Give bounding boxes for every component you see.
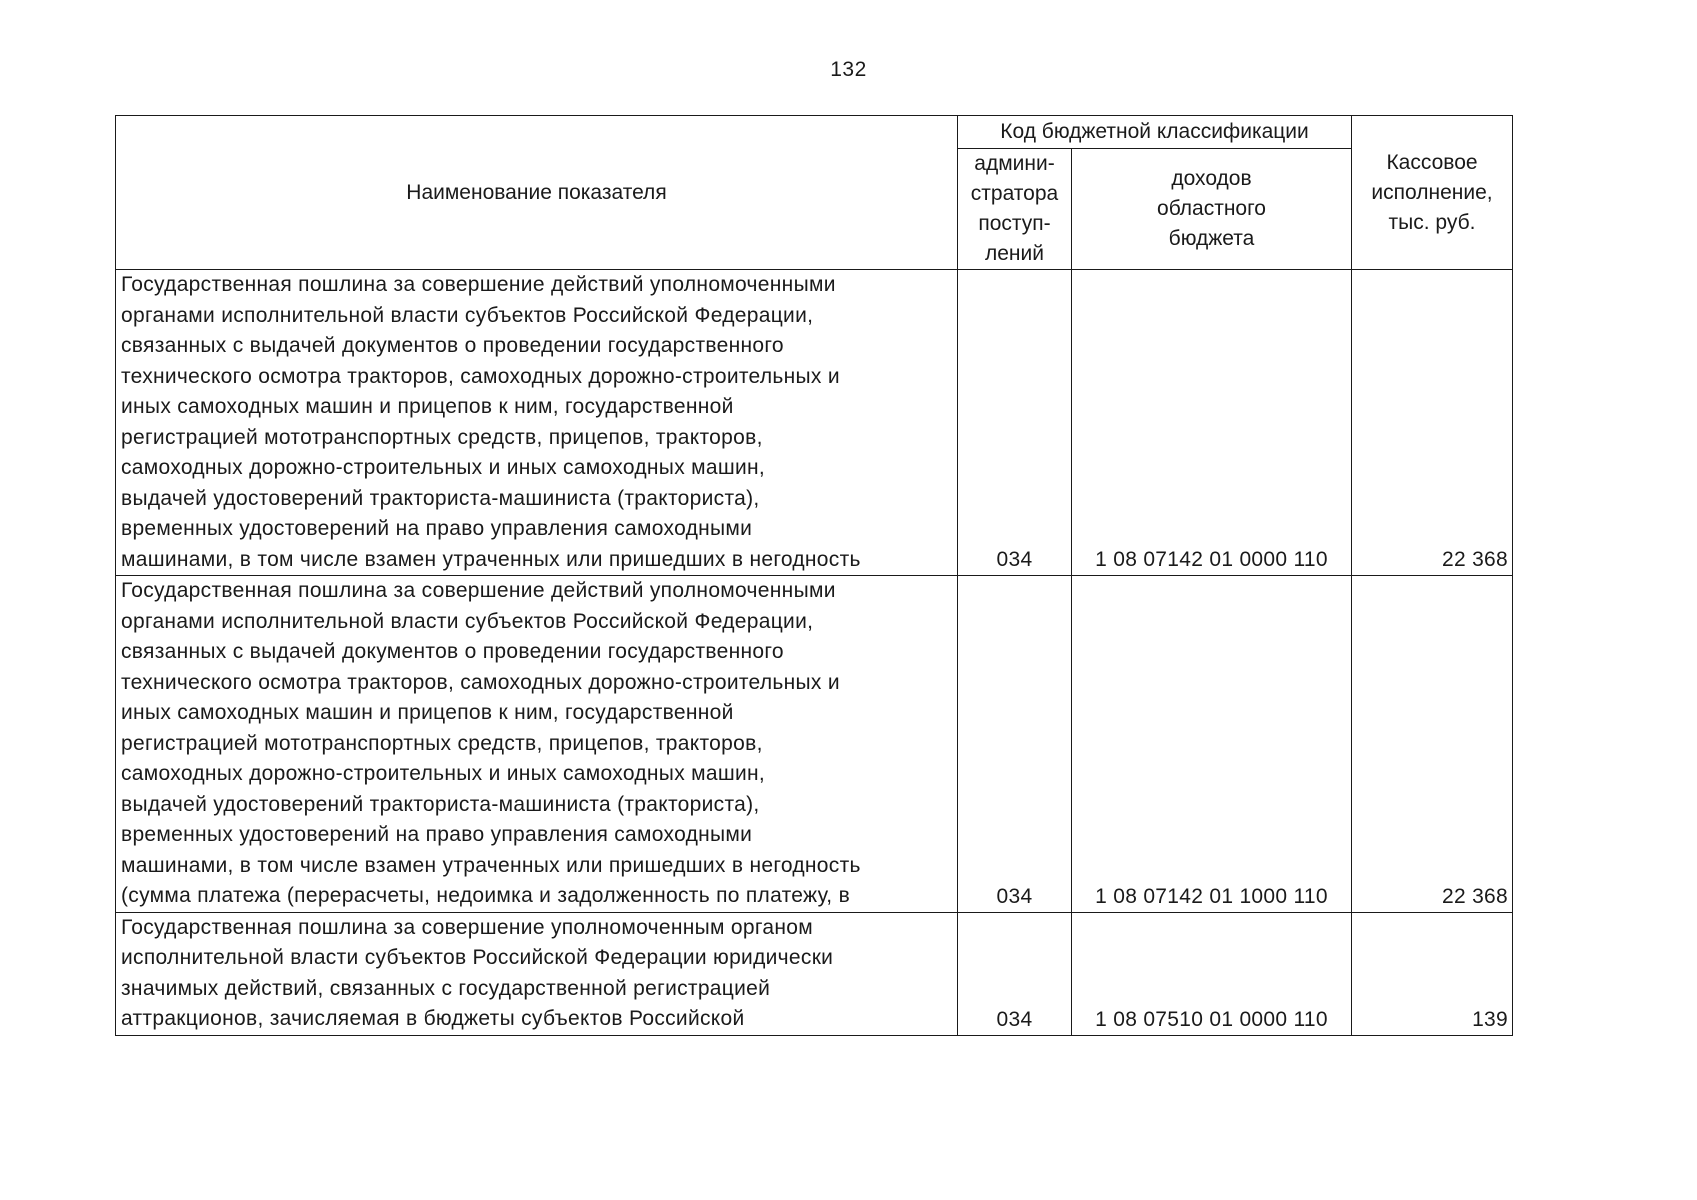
row-admin-code: 034	[958, 912, 1072, 1035]
row-amount: 22 368	[1352, 270, 1513, 576]
budget-table	[115, 115, 1513, 1036]
row-name-line: связанных с выдачей документов о проведении государственного	[121, 334, 784, 357]
row-name-line: иных самоходных машин и прицепов к ним, государственной	[121, 701, 734, 724]
header-kass-line: исполнение,	[1371, 180, 1493, 204]
row-name-line: машинами, в том числе взамен утраченных или пришедших в негодность	[121, 547, 861, 571]
row-income-code: 1 08 07510 01 0000 110	[1072, 912, 1352, 1035]
table-row	[116, 912, 1513, 1035]
header-admin-line: админи-	[974, 152, 1055, 175]
row-income-code: 1 08 07142 01 0000 110	[1072, 270, 1352, 576]
row-amount: 22 368	[1352, 576, 1513, 913]
page-number: 132	[830, 58, 867, 81]
row-name-line: (сумма платежа (перерасчеты, недоимка и задолженность по платежу, в	[121, 884, 851, 907]
header-admin-line: поступ-	[978, 212, 1051, 235]
row-name-line: Государственная пошлина за совершение уполномоченным органом	[121, 915, 813, 939]
row-name-line: органами исполнительной власти субъектов Российской Федерации,	[121, 303, 814, 327]
header-name: Наименование показателя	[116, 116, 958, 270]
row-name-line: исполнительной власти субъектов Российской Федерации юридически	[121, 946, 834, 969]
row-name-line: машинами, в том числе взамен утраченных или пришедших в негодность	[121, 853, 861, 877]
header-kass	[1352, 116, 1513, 270]
row-admin-code: 034	[958, 270, 1072, 576]
table-header	[116, 116, 1513, 270]
row-name-line: связанных с выдачей документов о проведении государственного	[121, 640, 784, 663]
row-name-line: технического осмотра тракторов, самоходных дорожно-строительных и	[121, 364, 840, 388]
row-name-line: значимых действий, связанных с государственной регистрацией	[121, 976, 771, 1000]
row-name	[116, 270, 958, 576]
header-admin-line: стратора	[970, 182, 1059, 205]
row-name-line: самоходных дорожно-строительных и иных самоходных машин,	[121, 762, 766, 785]
header-income	[1072, 149, 1352, 270]
row-name-line: самоходных дорожно-строительных и иных самоходных машин,	[121, 456, 766, 479]
row-name-line: технического осмотра тракторов, самоходных дорожно-строительных и	[121, 670, 840, 694]
row-name-line: органами исполнительной власти субъектов Российской Федерации,	[121, 609, 814, 633]
header-code-group: Код бюджетной классификации	[958, 116, 1352, 149]
table-body	[116, 270, 1513, 1036]
row-name-line: регистрацией мототранспортных средств, прицепов, тракторов,	[121, 425, 763, 449]
header-kass-line: тыс. руб.	[1388, 210, 1476, 234]
header-income-line: бюджета	[1168, 227, 1255, 250]
table-row	[116, 576, 1513, 913]
row-name-line: временных удостоверений на право управления самоходными	[121, 823, 753, 846]
row-name-line: аттракционов, зачисляемая в бюджеты субъектов Российской	[121, 1007, 745, 1030]
row-name-line: регистрацией мототранспортных средств, прицепов, тракторов,	[121, 731, 763, 755]
header-kass-line: Кассовое	[1386, 150, 1478, 174]
row-admin-code: 034	[958, 576, 1072, 913]
table-row	[116, 270, 1513, 576]
row-name	[116, 576, 958, 913]
row-name-line: выдачей удостоверений тракториста-машиниста (тракториста),	[121, 792, 760, 816]
row-name-line: Государственная пошлина за совершение действий уполномоченными	[121, 579, 836, 602]
row-name	[116, 912, 958, 1035]
header-income-line: областного	[1157, 197, 1266, 220]
row-name-line: временных удостоверений на право управления самоходными	[121, 517, 753, 540]
row-income-code: 1 08 07142 01 1000 110	[1072, 576, 1352, 913]
row-name-line: выдачей удостоверений тракториста-машиниста (тракториста),	[121, 486, 760, 510]
row-name-line: иных самоходных машин и прицепов к ним, государственной	[121, 395, 734, 418]
header-admin	[958, 149, 1072, 270]
header-income-line: доходов	[1171, 167, 1252, 190]
header-admin-line: лений	[985, 242, 1044, 265]
row-amount: 139	[1352, 912, 1513, 1035]
row-name-line: Государственная пошлина за совершение действий уполномоченными	[121, 273, 836, 296]
